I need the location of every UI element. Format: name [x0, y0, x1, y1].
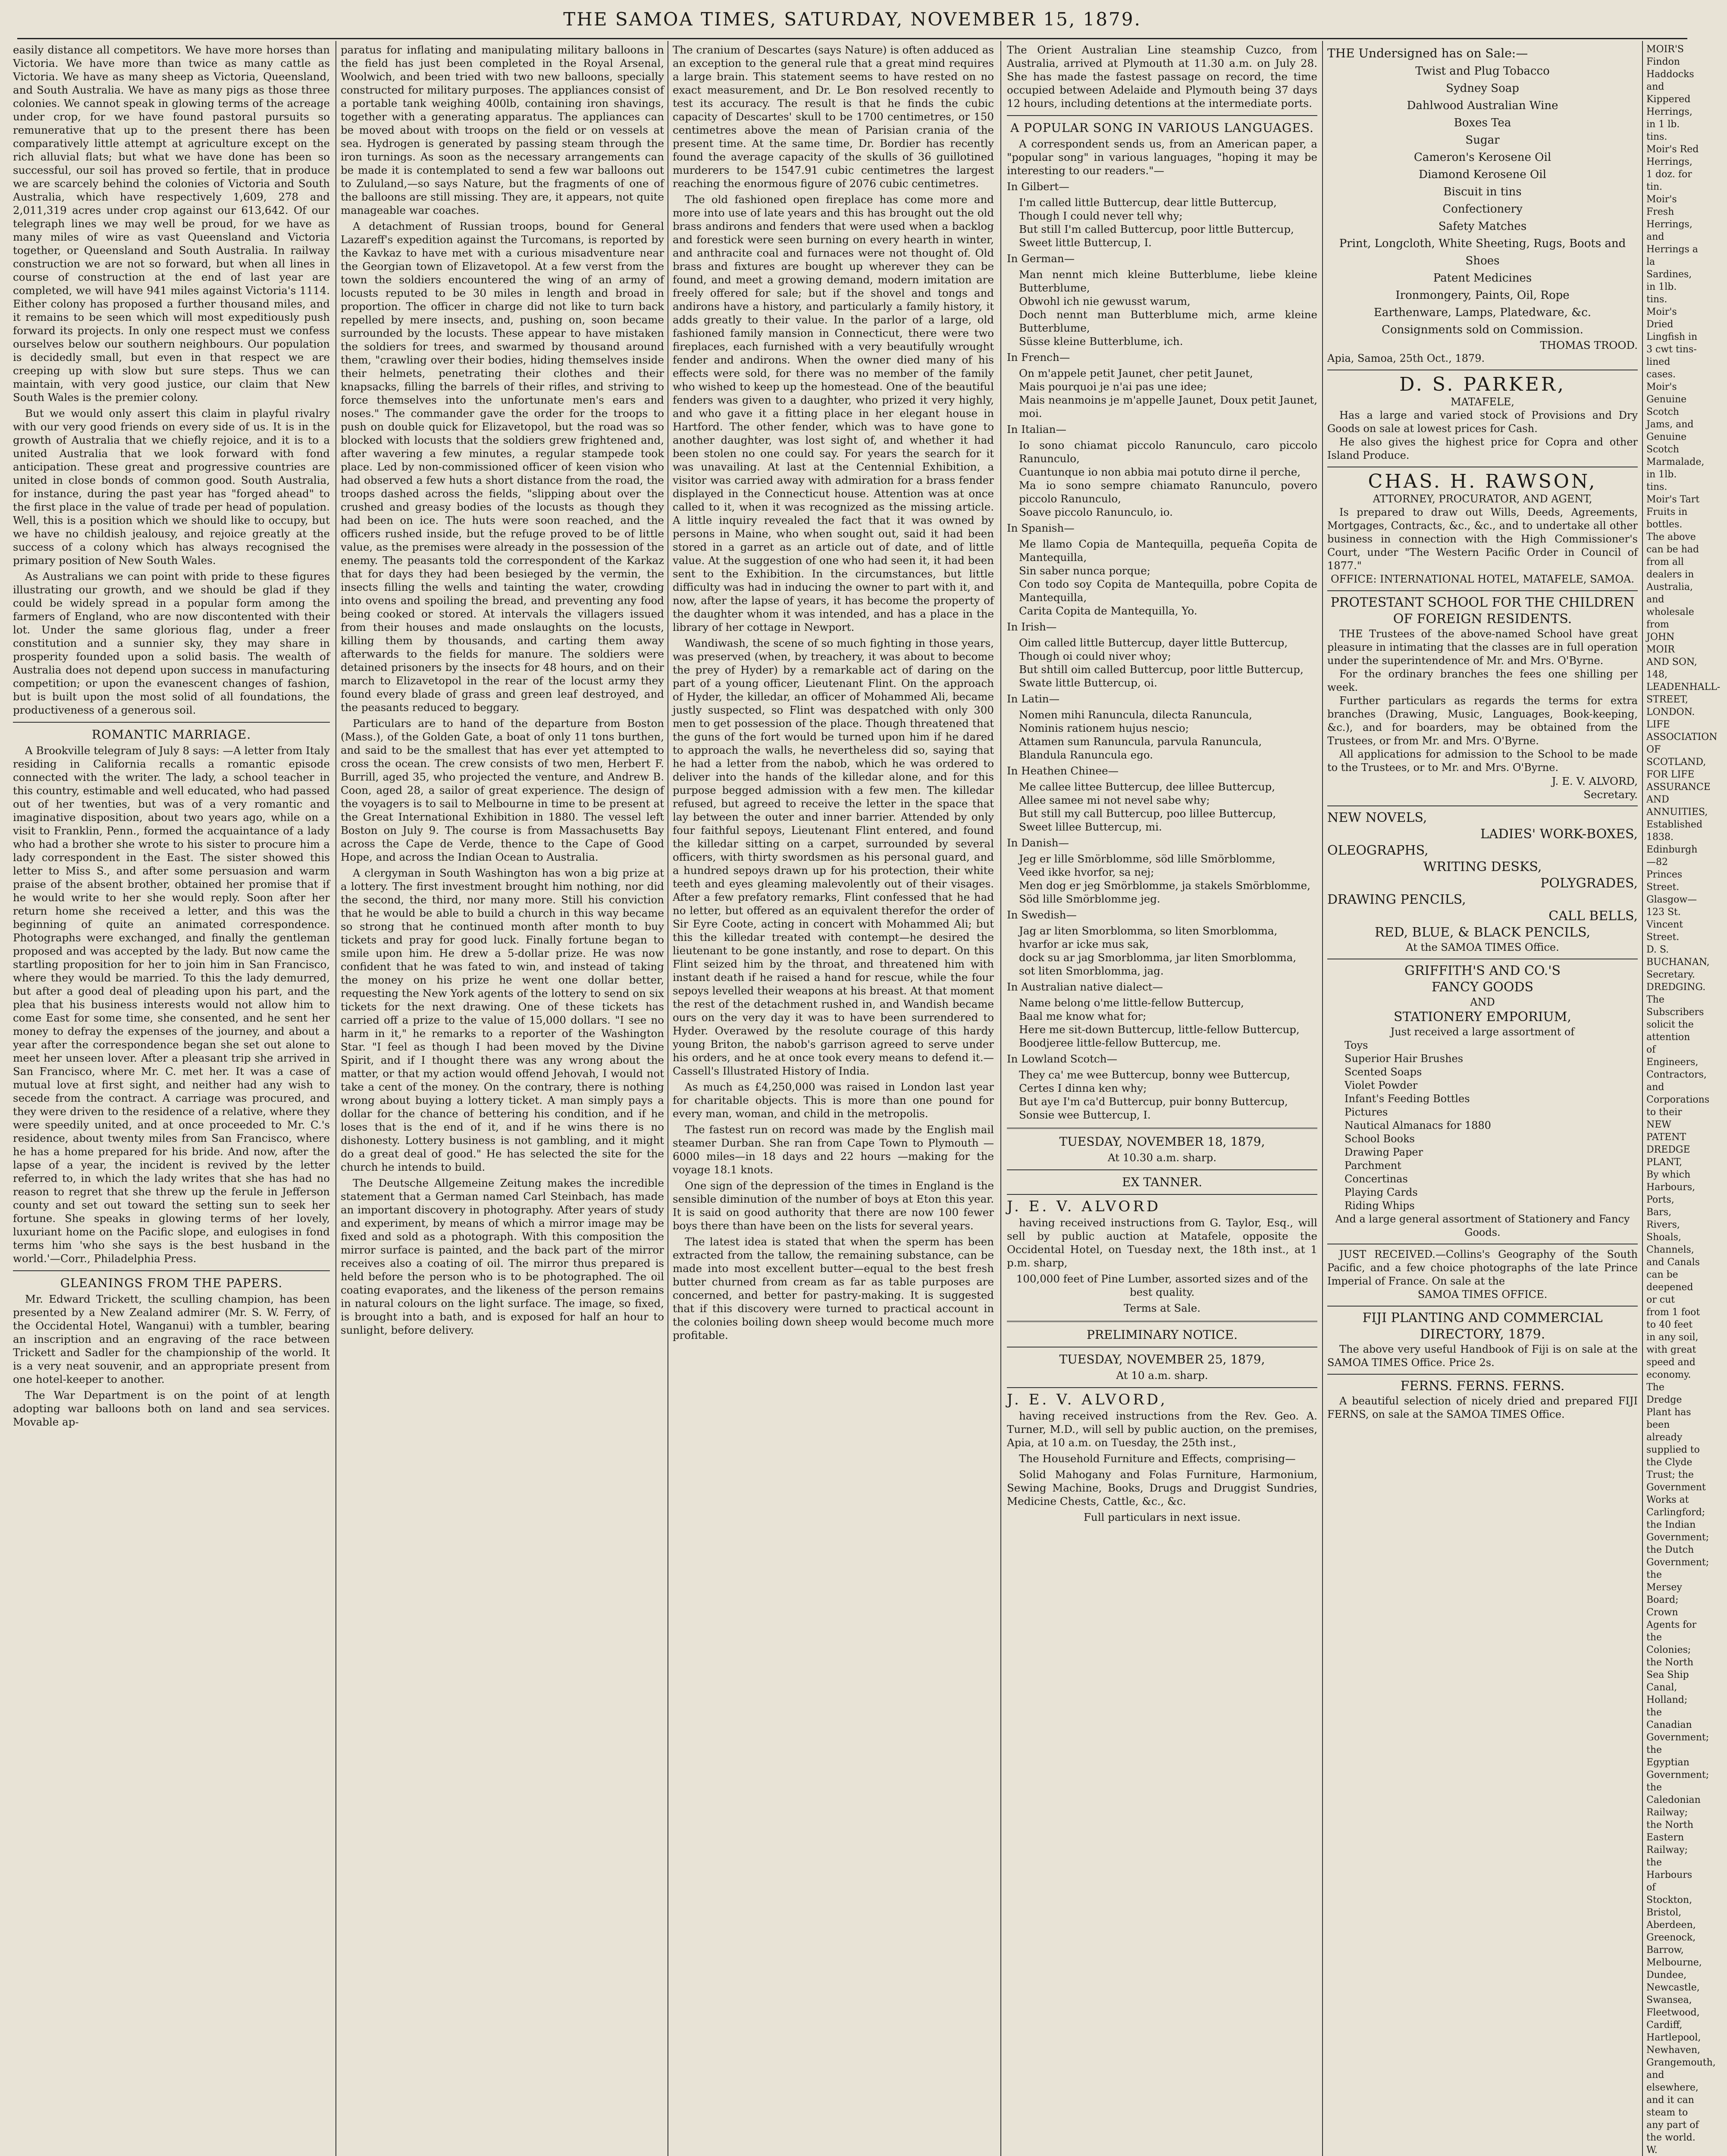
article-paragraph: One sign of the depression of the times in England is the sensible diminution of the number of boys at Eton this year. It is said on good authority that there are now 100 fewer boys there than have been on the lists for several years. [673, 1179, 994, 1232]
verse-heading: In Lowland Scotch— [1007, 1053, 1118, 1065]
ad-text: 148, LEADENHALL-STREET, LONDON. [1646, 669, 1721, 718]
ad-text: Moir's Genuine Scotch Jams, and Genuine Scotch Marmalade, in 1lb. tins. [1646, 382, 1705, 492]
ad-text: All applications for admission to the School to be made to the Trustees, or to Mr. and Mrs. O'Byrne. [1327, 748, 1638, 774]
divider [1007, 1169, 1317, 1170]
ad-subtitle: ATTORNEY, PROCURATOR, AND AGENT, [1373, 493, 1592, 505]
ad-line: NEW NOVELS, [1327, 810, 1427, 825]
ad-item: Toys [1345, 1039, 1368, 1051]
ad-item: Playing Cards [1345, 1186, 1418, 1198]
ad-new-novels [1327, 806, 1638, 959]
ad-title: THE Undersigned has on Sale:— [1327, 46, 1528, 60]
ad-text: A beautiful selection of nicely dried and prepared FIJI FERNS, on sale at the SAMOA TIMES Office. [1327, 1395, 1638, 1420]
article-paragraph: Mr. Edward Trickett, the sculling champion, has been presented by a New Zealand admirer (Mr. S. W. Ferry, of the Occidental Hotel, Wanganui) with a tumbler, bearing an inscription and an engraving of the race between Trickett and Sadler for the championship of the world. It is a very neat souvenir, and an appropriate present from one hotel-keeper to another. [13, 1293, 330, 1385]
ad-item: Print, Longcloth, White Sheeting, Rugs, Boots and Shoes [1339, 237, 1626, 267]
ad-fiji-directory [1327, 1307, 1638, 1375]
ad-title: FERNS. FERNS. FERNS. [1400, 1379, 1565, 1394]
ad-item: Sydney Soap [1446, 82, 1519, 95]
ad-item: Patent Medicines [1433, 272, 1532, 285]
ad-item: Pictures [1345, 1106, 1388, 1118]
ad-text: Glasgow—123 St. Vincent Street. [1646, 894, 1697, 943]
auction-terms: Full particulars in next issue. [1083, 1511, 1241, 1523]
auction-time: At 10.30 a.m. sharp. [1107, 1151, 1217, 1164]
auction-date: TUESDAY, NOVEMBER 25, 1879, [1059, 1352, 1265, 1366]
column-rule [335, 41, 336, 2156]
column-1 [13, 43, 330, 2156]
masthead: THE SAMOA TIMES, SATURDAY, NOVEMBER 15, 1879. [563, 9, 1141, 30]
ad-item: Nautical Almanacs for 1880 [1345, 1119, 1491, 1131]
ad-title: PROTESTANT SCHOOL FOR THE CHILDREN OF FOREIGN RESIDENTS. [1330, 595, 1635, 627]
article-paragraph: The Orient Australian Line steamship Cuzco, from Australia, arrived at Plymouth at 11.30 a.m. on July 28. She has made the fastest passage on record, the time occupied between Adelaide and Plymouth being 37 days 12 hours, including detentions at the intermediate ports. [1007, 44, 1317, 110]
article-paragraph: The cranium of Descartes (says Nature) is often adduced as an exception to the general rule that a great mind requires a large brain. This statement seems to have rested on no exact measurement, and Dr. Le Bon resolved recently to test its accuracy. The result is that he finds the cubic capacity of Descartes' skull to be 1700 centimetres, or 150 centimetres above the mean of Parisian crania of the present time. At the same time, Dr. Bordier has recently found the average capacity of the skulls of 36 guillotined murderers to be 1547.91 cubic centimetres the largest reaching the enormous figure of 2076 cubic centimetres. [673, 44, 994, 190]
ad-item: Drawing Paper [1345, 1146, 1423, 1158]
ad-line: At the SAMOA TIMES Office. [1406, 941, 1559, 953]
ad-text: MOIR'S Findon Haddocks and Kippered Herrings, in 1 lb. tins. [1646, 44, 1694, 142]
ad-text: Moir's Red Herrings, 1 doz. for tin. [1646, 144, 1699, 192]
article-paragraph: A clergyman in South Washington has won a big prize at a lottery. The first investment brought him nothing, nor did the second, the third, nor many more. Still his conviction that he would be able to build a church in this way became so strong that he continued month after month to buy tickets and pray for good luck. Finally fortune began to smile upon him. He drew a 5-dollar prize. He was now confident that he was fated to win, and instead of taking the money on his prize he went one dollar better, requesting the New York agents of the lottery to send on six tickets for the next drawing. One of these tickets has carried off a prize to the value of 15,000 dollars. "I see no harm in it," he remarks to a reporter of the Washington Star. "I feel as though I had been moved by the Divine Spirit, and if I thought there was any wrong about the matter, or that my action would offend Jehovah, I would not take a cent of the money. On the contrary, there is nothing wrong about buying a lottery ticket. A man simply pays a dollar for the chance of bettering his condition, and if he loses that is the end of it, and if he wins there is no dishonesty. Lottery business is not gambling, and it might do a great deal of good." He has selected the site for the church he intends to build. [341, 867, 664, 1173]
article-paragraph: The fastest run on record was made by the English mail steamer Durban. She ran from Cape Town to Plymouth —6000 miles—in 18 days and 22 hours —making for the voyage 18.1 knots. [673, 1123, 994, 1176]
auction-terms: Terms at Sale. [1124, 1302, 1200, 1314]
ad-line: CALL BELLS, [1548, 909, 1638, 924]
verse: Jeg er lille Smörblomme, söd lille Smörblomme, Veed ikke hvorfor, sa nej; Men dog er jeg Smörblomme, ja stakels Smörblomme, Söd lille Smörblomme jeg. [1019, 852, 1310, 905]
ad-item: Boxes Tea [1454, 116, 1511, 129]
ad-text: And a large general assortment of Stationery and Fancy Goods. [1335, 1213, 1630, 1238]
verse-heading: In Danish— [1007, 837, 1069, 849]
ad-rawson [1327, 467, 1638, 591]
ad-text: DREDGING. [1646, 982, 1706, 993]
ad-text: He also gives the highest price for Copra and other Island Produce. [1327, 436, 1638, 461]
article-paragraph: Wandiwash, the scene of so much fighting in those years, was preserved (when, by treachery, it was about to become the prey of Hyder) by a remarkable act of daring on the part of a young officer, Lieutenant Flint. On the approach of Hyder, the killedar, an officer of Mohammed Ali, became justly suspected, so Flint was despatched with only 300 men to get possession of the place. Though threatened that the guns of the fort would be turned upon him if he dared to approach the walls, he nevertheless did so, saying that he had a letter from the nabob, which he was ordered to deliver into the hands of the killedar alone, and for this purpose begged admission with a few men. The killedar refused, but agreed to receive the letter in the space that lay between the outer and inner barrier. Attended by only four faithful sepoys, Lieutenant Flint entered, and found the killedar sitting on a carpet, surrounded by several officers, with thirty swordsmen as his personal guard, and a hundred sepoys drawn up for his protection, their white teeth and eyes gleaming malevolently out of their visages. After a few prefatory remarks, Flint confessed that he had no letter, but offered as an equivalent therefor the order of Sir Eyre Coote, acting in concert with Mohammed Ali; but this the killedar treated with contempt—he desired the lieutenant to be gone instantly, and rose to depart. On this Flint seized him by the throat, and threatened him with instant death if he raised a hand for rescue, while the four sepoys levelled their weapons at his breast. At that moment the rest of the detachment rushed in, and Wandish became ours on the very day it was to have been surrendered to Hyder. Overawed by the resolute courage of this hardy young Briton, the nabob's garrison agreed to serve under his orders, and he at once took every means to defend it.—Cassell's Illustrated History of India. [673, 637, 994, 1077]
verse-heading: In Irish— [1007, 620, 1057, 633]
ad-line: LADIES' WORK-BOXES, [1480, 827, 1638, 842]
ad-text: W. [1646, 2145, 1658, 2156]
ad-text: Moir's Fresh Herrings, and Herrings a la Sardines, in 1lb. tins. [1646, 194, 1698, 305]
ad-title: D. S. PARKER, [1399, 373, 1566, 395]
auction-date: TUESDAY, NOVEMBER 18, 1879, [1059, 1134, 1265, 1149]
ad-item: Consignments sold on Commission. [1382, 323, 1583, 336]
ad-subtitle: MATAFELE, [1451, 396, 1514, 408]
ad-item: Infant's Feeding Bottles [1345, 1093, 1470, 1105]
ad-line: OLEOGRAPHS, [1327, 843, 1429, 858]
ad-item: Earthenware, Lamps, Platedware, &c. [1373, 306, 1592, 319]
column-3 [673, 43, 994, 2156]
verse-heading: In German— [1007, 252, 1075, 265]
ad-line: RED, BLUE, & BLACK PENCILS, [1375, 925, 1590, 940]
divider [13, 1270, 330, 1271]
verse: Name belong o'me little-fellow Buttercup, Baal me know what for; Here me sit-down Buttercup, little-fellow Buttercup, Boodjeree little-fellow Buttercup, me. [1019, 997, 1300, 1049]
article-paragraph: easily distance all competitors. We have more horses than Victoria. We have more than twice as many cattle as Victoria. We have as many sheep as Victoria, Queensland, and South Australia. We have as many pigs as those three colonies. We cannot speak in glowing terms of the acreage under crop, for we have found pastoral pursuits so remunerative that up to the present there has been comparatively little attempt at agriculture except on the rich alluvial flats; but what we have done has been so successful, our soil has proved so fertile, that in produce we are scarcely behind the colonies of Victoria and South Australia, which have respectively 1,609, 278 and 2,011,319 acres under crop against our 613,642. Of our telegraph lines we may well be proud, for we have as many miles of wire as vast Queensland and Victoria together, or Queensland and South Australia. In railway construction we are not so forward, but when all lines in course of construction at the end of last year are completed, we will have 941 miles against Victoria's 1114. Either colony has proposed a further thousand miles, and it remains to be seen which will most expeditiously push forward its projects. In only one respect must we confess ourselves below our southern neighbours. Our population is decidedly small, but even in that respect we are creeping up with slow but sure steps. Thus we can maintain, with very good justice, our claim that New South Wales is the premier colony. [13, 44, 330, 404]
ad-text: For the ordinary branches the fees one shilling per week. [1327, 668, 1638, 693]
ad-line: DRAWING PENCILS, [1327, 892, 1466, 907]
auctioneer-name: J. E. V. ALVORD [1007, 1198, 1161, 1215]
ad-item: Violet Powder [1345, 1079, 1418, 1091]
divider [1007, 1387, 1317, 1388]
ad-date: Apia, Samoa, 25th Oct., 1879. [1327, 352, 1485, 364]
article-paragraph: Particulars are to hand of the departure from Boston (Mass.), of the Golden Gate, a boat of only 11 tons burthen, and said to be the smallest that has ever yet attempted to cross the ocean. The crew consists of two men, Herbert F. Burrill, aged 35, who projected the venture, and Andrew B. Coon, aged 28, a sailor of great experience. The design of the voyagers is to sail to Melbourne in time to be present at the Great International Exhibition in 1880. The vessel left Boston on July 9. The course is from Massachusetts Bay across the Cape de Verde, thence to the Cape of Good Hope, and across the Indian Ocean to Australia. [341, 717, 664, 863]
verse-heading: In Heathen Chinee— [1007, 765, 1119, 777]
auction-text: Solid Mahogany and Folas Furniture, Harmonium, Sewing Machine, Books, Drugs and Druggist Sundries, Medicine Chests, Cattle, &c., &c. [1007, 1468, 1317, 1507]
ad-protestant-school [1327, 591, 1638, 806]
ad-text: THE Trustees of the above-named School have great pleasure in intimating that the classes are in full operation under the superintendence of Mr. and Mrs. O'Byrne. [1327, 628, 1638, 667]
auctioneer-name: J. E. V. ALVORD, [1007, 1391, 1168, 1408]
ad-text: JOHN MOIR AND SON, [1646, 632, 1697, 667]
ad-text: JUST RECEIVED.—Collins's Geography of the South Pacific, and a few choice photographs of the late Prince Imperial of France. On sale at the [1327, 1248, 1638, 1287]
article-paragraph: As Australians we can point with pride to these figures illustrating our growth, and we should be glad if they could be widely spread in a popular form among the farmers of England, who are now discontented with their lot. Under the same glorious flag, under a freer constitution and a sunnier sky, they may share in prosperity founded upon a solid basis. The wealth of Australia does not depend upon success in manufacturing competition; or upon the evanescent changes of fashion, but is built upon the most solid of all foundations, the productiveness of a generous soil. [13, 570, 330, 716]
ad-griffith [1327, 959, 1638, 1244]
ad-item: Cameron's Kerosene Oil [1414, 151, 1551, 164]
ad-office: OFFICE: INTERNATIONAL HOTEL, MATAFELE, SAMOA. [1330, 573, 1635, 585]
divider [1007, 115, 1317, 116]
divider [1007, 1347, 1317, 1348]
ad-text: Further particulars as regards the terms for extra branches (Drawing, Music, Languages, Book-keeping, &c.), and for boarders, may be obtained from the Trustees, or from Mr. and Mrs. O'Byrne. [1327, 695, 1638, 747]
auction-text: having received instructions from the Rev. Geo. A. Turner, M.D., will sell by public auction, on the premises, Apia, at 10 a.m. on Tuesday, the 25th inst., [1007, 1410, 1317, 1449]
auction-time: At 10 a.m. sharp. [1116, 1369, 1208, 1382]
verse: Io sono chiamat piccolo Ranunculo, caro piccolo Ranunculo, Cuantunque io non abbia mai potuto dirne il perche, Ma io sono sempre chiamato Ranunculo, povero piccolo Ranunculo, Soave piccolo Ranunculo, io. [1019, 439, 1317, 518]
ad-item: Parchment [1345, 1159, 1401, 1172]
verse-heading: In Italian— [1007, 423, 1066, 436]
verse-heading: In Latin— [1007, 693, 1060, 705]
verse: Me llamo Copia de Mantequilla, pequeña Copita de Mantequilla, Sin saber nunca porque; Con todo soy Copita de Mantequilla, pobre Copita de Mantequilla, Carita Copita de Mantequilla, Yo. [1019, 538, 1317, 617]
column-rule [1000, 41, 1001, 2156]
ad-title: STATIONERY EMPORIUM, [1394, 1009, 1571, 1025]
column-rule [1642, 41, 1643, 2156]
ad-signature: SAMOA TIMES OFFICE. [1417, 1288, 1548, 1300]
ad-line: POLYGRADES, [1540, 876, 1638, 891]
article-paragraph: A detachment of Russian troops, bound for General Lazareff's expedition against the Turcomans, is reported by the Kavkaz to have met with a curious misadventure near the Georgian town of Elizavetopol. At a few verst from the town the soldiers encountered the wing of an army of locusts reputed to be 30 miles in length and broad in proportion. The officer in charge did not like to turn back repelled by mere insects, and, pushing on, soon became surrounded by the locusts. These appear to have mistaken the soldiers for trees, and swarmed by thousand around them, "crawling over their bodies, hiding themselves inside their helmets, penetrating their clothes and their knapsacks, filling the barrels of their rifles, and striving to force themselves into the unfortunate men's ears and noses." The commander gave the order for the troops to push on double quick for Elizavetopol, but the road was so blocked with locusts that the soldiers grew frightened and, after wavering a few minutes, a regular stampede took place. Led by non-commissioned officer of keen vision who had observed a few huts a short distance from the road, the troops dashed across the fields, "slipping about over the crushed and greasy bodies of the locusts as though they had been on ice. The huts were soon reached, and the officers rushed inside, but the refuge proved to be of little value, as the premises were already in the possession of the enemy. The peasants told the correspondent of the Karkaz that for days they had been besieged by the vermin, the insects filling the wells and tainting the water, crowding into ovens and spoiling the bread, and preventing any food being cooked or stored. At intervals the villagers issued from their houses and made onslaughts on the locusts, killing them by thousands, and carting them away afterwards to the fields for manure. The soldiers were detained prisoners by the insects for 48 hours, and on their march to Elizavetopol in the rear of the locust army they found every blade of grass and green leaf destroyed, and the peasants reduced to beggary. [341, 220, 664, 714]
auction-title: EX TANNER. [1122, 1175, 1203, 1189]
column-6 [1646, 43, 1721, 2156]
article-paragraph: A correspondent sends us, from an American paper, a "popular song" in various languages, "hoping it may be interesting to our readers."— [1007, 138, 1317, 177]
ad-item: Biscuit in tins [1443, 185, 1522, 198]
ad-text: Just received a large assortment of [1390, 1026, 1575, 1038]
ad-item: Ironmongery, Paints, Oil, Rope [1395, 289, 1570, 302]
ad-text: Is prepared to draw out Wills, Deeds, Agreements, Mortgages, Contracts, &c., &c., and to undertake all other business in connection with the High Commissioner's Court, under "The Western Pacific Order in Council of 1877." [1327, 506, 1638, 572]
ad-item: Riding Whips [1345, 1200, 1415, 1212]
ad-item: School Books [1345, 1133, 1415, 1145]
column-5 [1327, 43, 1638, 2156]
verse: On m'appele petit Jaunet, cher petit Jaunet, Mais pourquoi je n'ai pas une idee; Mais neanmoins je m'appelle Jaunet, Doux petit Jaunet, moi. [1019, 367, 1317, 420]
divider [13, 722, 330, 723]
auction-text: 100,000 feet of Pine Lumber, assorted sizes and of the best quality. [1016, 1272, 1308, 1298]
divider [1007, 1128, 1317, 1129]
masthead-rule [17, 38, 1687, 39]
ad-just-received [1327, 1244, 1638, 1307]
ad-subtitle: FANCY GOODS [1431, 980, 1534, 995]
column-rule [1322, 41, 1323, 2156]
ad-signature: J. E. V. ALVORD, [1551, 775, 1638, 787]
ad-item: Concertinas [1345, 1173, 1408, 1185]
ad-text: NEW PATENT DREDGE PLANT, [1646, 1119, 1690, 1168]
ad-signature: THOMAS TROOD. [1540, 339, 1638, 351]
ad-item: Superior Hair Brushes [1345, 1053, 1464, 1065]
article-heading: A POPULAR SONG IN VARIOUS LANGUAGES. [1010, 121, 1314, 135]
ad-item: Diamond Kerosene Oil [1419, 168, 1546, 181]
article-paragraph: But we would only assert this claim in playful rivalry with our very good friends on every side of us. It is in the growth of Australia that we chiefly rejoice, and it is to a united Australia that we look forward with fond anticipation. These great and progressive countries are united in close bonds of common good. South Australia, for instance, during the past year has "forged ahead" to the first place in the value of trade per head of population. Well, this is a position which we should like to occupy, but we have no childish jealousy, and rejoice greatly at the success of a colony which has always recognised the primary position of New South Wales. [13, 407, 330, 567]
ad-text: FOR LIFE ASSURANCE AND ANNUITIES, Established 1838. [1646, 769, 1711, 843]
divider [1007, 1321, 1317, 1322]
ad-text: The Subscribers solicit the attention of Engineers, Contractors, and Corporations to their [1646, 994, 1710, 1118]
verse-heading: In Australian native dialect— [1007, 981, 1163, 993]
ad-text: Moir's Dried Lingfish in 3 cwt tins-lined cases. [1646, 307, 1698, 380]
auction-text: having received instructions from G. Taylor, Esq., will sell by public auction at Matafele, opposite the Occidental Hotel, on Tuesday next, the 18th inst., at 1 p.m. sharp, [1007, 1216, 1317, 1269]
article-paragraph: As much as £4,250,000 was raised in London last year for charitable objects. This is more than one pound for every man, woman, and child in the metropolis. [673, 1081, 994, 1120]
verse: I'm called little Buttercup, dear little Buttercup, Though I could never tell why; But still I'm called Buttercup, poor little Buttercup, Sweet little Buttercup, I. [1019, 196, 1294, 249]
ad-subtitle: AND [1470, 996, 1495, 1008]
ad-title: CHAS. H. RAWSON, [1368, 470, 1597, 492]
ad-text: Moir's Tart Fruits in bottles. [1646, 494, 1700, 530]
ad-item: Twist and Plug Tobacco [1415, 65, 1550, 78]
ad-text: Has a large and varied stock of Provisions and Dry Goods on sale at lowest prices for Cash. [1327, 409, 1638, 435]
notice-title: PRELIMINARY NOTICE. [1086, 1328, 1238, 1342]
verse: Man nennt mich kleine Butterblume, liebe kleine Butterblume, Obwohl ich nie gewusst warum, Doch nennt man Butterblume mich, arme kleine Butterblume, Süsse kleine Butterblume, ich. [1019, 268, 1317, 348]
ad-trood [1327, 43, 1638, 370]
ad-parker [1327, 370, 1638, 467]
verse: Jag ar liten Smorblomma, so liten Smorblomma, hvarfor ar icke mus sak, dock su ar jag Smorblomma, jar liten Smorblomma, sot liten Smorblomma, jag. [1019, 924, 1296, 977]
article-heading: GLEANINGS FROM THE PAPERS. [60, 1276, 283, 1290]
verse-heading: In Gilbert— [1007, 180, 1069, 193]
auction-text: The Household Furniture and Effects, comprising— [1019, 1452, 1296, 1465]
ad-text: D. S. BUCHANAN, Secretary. [1646, 944, 1710, 980]
ad-text: Edinburgh—82 Princes Street. [1646, 844, 1698, 893]
ad-text: LIFE ASSOCIATION OF SCOTLAND, [1646, 719, 1718, 768]
ad-title: GRIFFITH'S AND CO.'S [1404, 963, 1561, 978]
article-paragraph: paratus for inflating and manipulating military balloons in the field has just been completed in the Royal Arsenal, Woolwich, and been tried with two new balloons, specially constructed for military purposes. The appliances consist of a portable tank weighing 400lb, containing iron shavings, together with a generating apparatus. The appliances can be moved about with troops on the field or on vessels at sea. Hydrogen is generated by passing steam through the iron turnings. As soon as the necessary arrangements can be made it is contemplated to send a few war balloons out to Zululand,—so says Nature, but the fragments of one of the balloons are still missing. They are, it appears, not quite manageable war coaches. [341, 44, 664, 216]
ad-item: Dahlwood Australian Wine [1407, 99, 1558, 112]
verse: Nomen mihi Ranuncula, dilecta Ranuncula, Nominis rationem hujus nescio; Attamen sum Ranuncula, parvula Ranuncula, Blandula Ranuncula ego. [1019, 708, 1262, 761]
article-paragraph: The old fashioned open fireplace has come more and more into use of late years and this has brought out the old brass andirons and fenders that were used when a backlog and forestick were seen burning on every hearth in winter, and anthracite coal and furnaces were not thought of. Old brass and fixtures are bought up wherever they can be found, and meet a growing demand, modern imitation are freely offered for sale; but if the shovel and tongs and andirons have a history, and particularly a family history, it adds greatly to their value. In the parlor of a large, old fashioned family mansion in Connecticut, there were two fireplaces, each furnished with a very beautifully wrought fender and andirons. When the owner died many of his effects were sold, for there was no member of the family who wished to keep up the homestead. One of the beautiful fenders was given to a daughter, who prized it very highly, and who gave it a fitting place in her elegant house in Hartford. The other fender, which was to have gone to another daughter, was lost sight of, and whether it had been stolen no one could say. For years the search for it was unavailing. At last at the Centennial Exhibition, a visitor was carried away with admiration for a brass fender displayed in the Connecticut house. Attention was at once called to it, when it was recognized as the missing article. A little inquiry revealed the fact that it was owned by persons in Maine, who when sought out, said it had been stored in a garret as an article out of date, and of little value. At the suggestion of one who had seen it, it had been sent to the Exhibition. In the circumstances, but little difficulty was had in inducing the owner to part with it, and now, after the lapse of years, it has become the property of the daughter whom it was intended, and has a place in the library of her cottage in Newport. [673, 193, 994, 633]
ad-ferns [1327, 1375, 1638, 1426]
verse-heading: In Swedish— [1007, 909, 1077, 921]
column-2 [341, 43, 664, 2156]
article-paragraph: The latest idea is stated that when the sperm has been extracted from the tallow, the remaining substance, can be made into most excellent butter—equal to the best fresh butter churned from cream as far as table purposes are concerned, and better for pastry-making. It is suggested that if this discovery were turned to practical account in the colonies boiling down sheep would become much more profitable. [673, 1235, 994, 1341]
ad-item: Scented Soaps [1345, 1066, 1422, 1078]
ad-item: Sugar [1465, 134, 1500, 147]
ad-line: WRITING DESKS, [1423, 859, 1542, 874]
verse: They ca' me wee Buttercup, bonny wee Buttercup, Certes I dinna ken why; But aye I'm ca'd Buttercup, puir bonny Buttercup, Sonsie wee Buttercup, I. [1019, 1069, 1290, 1121]
verse-heading: In Spanish— [1007, 522, 1075, 534]
verse: Me callee littee Buttercup, dee lillee Buttercup, Allee samee mi not nevel sabe why; But still my call Buttercup, poo lillee Buttercup, Sweet lillee Buttercup, mi. [1019, 780, 1276, 833]
ad-text: By which Harbours, Ports, Bars, Rivers, Shoals, Channels, and Canals can be deepened or cut from 1 foot to 40 feet in any soil, with great speed and economy. The Dredge Plant has been already supplied to the Clyde Trust; the Government Works at Carlingford; the Indian Government; the Dutch Government; the Mersey Board; Crown Agents for the Colonies; the North Sea Ship Canal, Holland; the Canadian Government; the Egyptian Government; the Caledonian Railway; the North Eastern Railway; the Harbours of Stockton, Bristol, Aberdeen, Greenock, Barrow, Melbourne, Dundee, Newcastle, Swansea, Fleetwood, Cardiff, Hartlepool, Newhaven, Grangemouth, and elsewhere, and it can steam to any part of the world. [1646, 1169, 1716, 2143]
ad-text: The above can be had from all dealers in Australia, and wholesale from [1646, 532, 1699, 630]
ad-item: Safety Matches [1438, 220, 1527, 233]
column-4 [1007, 43, 1317, 2156]
article-heading: ROMANTIC MARRIAGE. [91, 727, 251, 742]
ad-signature: Secretary. [1583, 788, 1638, 801]
article-paragraph: A Brookville telegram of July 8 says: —A letter from Italy residing in California recalls a romantic episode connected with the writer. The lady, a school teacher in this country, estimable and well educated, who had passed out of her twenties, but was of a very romantic and imaginative disposition, about two years ago, while on a visit to Franklin, Penn., formed the acquaintance of a lady who had a brother she wrote to his sister to procure him a lady correspondent in the East. The sister showed this letter to Miss S., and after some persuasion and warm praise of the absent brother, obtained her promise that if he would write to her she would reply. Soon after her return home she received a letter, and this was the beginning of quite an animated correspondence. Photographs were exchanged, and finally the gentleman proposed and was accepted by the lady. But now came the startling proposition for her to join him in San Francisco, where they would be married. To this the lady demurred, but after a good deal of pleading upon his part, and the plea that his business interests would not allow him to come East for some time, she consented, and he sent her money to defray the expenses of the journey, and about a year after the correspondence began she set out alone to meet her unseen lover. After a pleasant trip she arrived in San Francisco, where Mr. C. met her. It was a case of mutual love at first sight, and neither had any wish to secede from the contract. A carriage was procured, and they were driven to the residence of a relative, where they were speedily united, and at once proceeded to Mr. C.'s residence, about twenty miles from San Francisco, where he has a home prepared for his bride. And now, after the lapse of a year, the incident is revived by the letter referred to, in which the lady writes that she has had no reason to regret that she threw up the ferule in Jefferson county and set out toward the setting sun to seek her fortune. She speaks in glowing terms of her lovely, luxuriant home on the Pacific slope, and eulogises in fond terms him 'who she says is the best husband in the world.'—Corr., Philadelphia Press. [13, 744, 330, 1265]
article-paragraph: The War Department is on the point of at length adopting war balloons both on land and sea services. Movable ap- [13, 1389, 330, 1428]
article-paragraph: The Deutsche Allgemeine Zeitung makes the incredible statement that a German named Carl Steinbach, has made an important discovery in photography. After years of study and experiment, by means of which a mirror image may be fixed and sold as a photograph. With this composition the mirror surface is painted, and the back part of the mirror receives also a coating of oil. The mirror thus prepared is held before the person who is to be photographed. The oil coating evaporates, and the likeness of the person remains in natural colours on the light surface. The image, so fixed, is brought into a bath, and is exposed for half an hour to sunlight, before delivery. [341, 1177, 664, 1336]
verse-heading: In French— [1007, 351, 1070, 364]
ad-text: The above very useful Handbook of Fiji is on sale at the SAMOA TIMES Office. Price 2s. [1327, 1343, 1638, 1369]
divider [1007, 1194, 1317, 1195]
verse: Oim called little Buttercup, dayer little Buttercup, Though oi could niver whoy; But shtill oim called Buttercup, poor little Buttercup, Swate little Buttercup, oi. [1019, 636, 1304, 689]
ad-title: FIJI PLANTING AND COMMERCIAL DIRECTORY, 1879. [1362, 1310, 1603, 1342]
ad-item: Confectionery [1442, 203, 1523, 216]
